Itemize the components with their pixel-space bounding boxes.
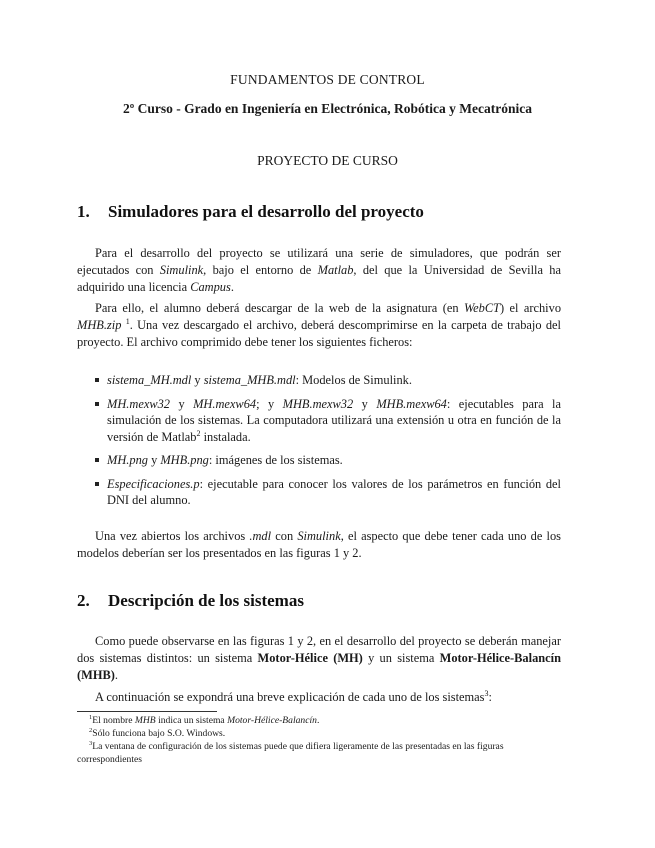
text: Para el desarrollo del proyecto se utilizará una serie de simuladores, que podrán ser ejecutados con <box>77 246 561 277</box>
project-title: PROYECTO DE CURSO <box>257 153 398 168</box>
section-1-paragraph-1 <box>77 245 561 296</box>
text: .mdl <box>249 529 272 543</box>
text: Sólo funciona bajo S.O. Windows. <box>92 728 226 739</box>
footnote-divider <box>77 711 217 712</box>
text: Para ello, el alumno deberá descargar de la web de la asignatura (en <box>95 301 464 315</box>
footnote-2 <box>77 727 561 740</box>
section-1-number: 1. <box>77 202 90 221</box>
text: MHB.mexw32 <box>282 396 354 411</box>
text: instalada. <box>200 429 251 444</box>
footnote-number: 2 <box>89 726 93 734</box>
text: El nombre <box>92 715 135 726</box>
text: indica un sistema <box>155 715 228 726</box>
text: . <box>316 715 320 726</box>
text: y un sistema <box>362 651 440 665</box>
text: Motor-Hélice-Balancín <box>227 715 317 726</box>
text: Motor-Hélice-Balancín (MHB) <box>77 651 561 682</box>
text: : Modelos de Simulink. <box>295 373 412 387</box>
section-2-title: Descripción de los sistemas <box>108 591 304 610</box>
section-2-paragraph-1 <box>77 633 561 684</box>
text: : <box>488 690 492 704</box>
text: : imágenes de los sistemas. <box>208 453 343 467</box>
text: Simulink <box>297 529 341 543</box>
degree-title <box>0 101 655 117</box>
section-2-number: 2. <box>77 591 90 610</box>
list-item <box>77 452 561 469</box>
footnote-number: 1 <box>89 713 93 721</box>
bullet-icon <box>95 482 99 486</box>
text: MHB.zip <box>77 318 122 332</box>
section-1-title: Simuladores para el desarrollo del proyecto <box>108 202 424 221</box>
text: La ventana de configuración de los sistemas puede que difiera ligeramente de las presentadas en las figuras correspondientes <box>77 741 504 765</box>
text: A continuación se expondrá una breve explicación de cada uno de los sistemas <box>95 690 485 704</box>
section-2-heading <box>77 591 304 611</box>
section-1-paragraph-2 <box>77 300 561 351</box>
text: Motor-Hélice (MH) <box>257 651 363 665</box>
course-title: FUNDAMENTOS DE CONTROL <box>230 72 425 87</box>
text: , el aspecto que debe tener cada uno de los modelos deberían ser los presentados en las figuras 1 y 2. <box>77 529 561 560</box>
text: y <box>191 373 204 387</box>
footnote-mark: 3 <box>484 688 489 698</box>
text: WebCT <box>463 301 500 315</box>
text: Como puede observarse en las figuras 1 y 2, en el desarrollo del proyecto se deberán manejar dos sistemas distintos: un sistema <box>77 634 561 665</box>
text: , bajo el entorno de <box>203 263 318 277</box>
text: . Una vez descargado el archivo, deberá descomprimirse en la carpeta de trabajo del proyecto. El archivo comprimido debe tener los siguientes ficheros: <box>77 318 561 349</box>
footnote-3 <box>77 740 561 766</box>
section-2-paragraph-2 <box>77 689 561 706</box>
text: y <box>169 396 194 411</box>
text: y <box>147 453 161 467</box>
text: y <box>353 396 377 411</box>
text: Una vez abiertos los archivos <box>95 529 250 543</box>
text: . <box>114 668 118 682</box>
section-1-paragraph-3 <box>77 528 561 562</box>
bullet-icon <box>95 378 99 382</box>
footnote-mark: 2 <box>196 428 201 438</box>
text: Simulink <box>159 263 204 277</box>
text: . <box>230 280 234 294</box>
text: con <box>271 529 298 543</box>
text: MH.mexw64 <box>193 396 257 411</box>
footnote-mark: 1 <box>125 316 130 326</box>
degree-text: 2º Curso - Grado en Ingeniería en Electrónica, Robótica y Mecatrónica <box>122 101 532 116</box>
list-item <box>77 396 561 446</box>
list-item <box>77 372 561 389</box>
footnote-1 <box>77 714 561 727</box>
text: Especificaciones.p <box>107 476 200 491</box>
text: Campus <box>190 280 231 294</box>
text: ) el archivo <box>499 301 562 315</box>
text: ; y <box>256 396 283 411</box>
bullet-icon <box>95 402 99 406</box>
text: MHB.mexw64 <box>376 396 447 411</box>
text: MH.png <box>107 453 148 467</box>
text: MH.mexw32 <box>107 396 170 411</box>
text: , del que la Universidad de Sevilla ha adquirido una licencia <box>77 263 561 294</box>
text: Matlab <box>317 263 354 277</box>
text: MHB <box>134 715 156 726</box>
text: sistema_MHB.mdl <box>203 373 296 387</box>
text: : ejecutable para conocer los valores de los parámetros en función del DNI del alumno. <box>107 476 561 507</box>
text: MHB.png <box>160 453 209 467</box>
footnotes <box>77 714 561 766</box>
section-1-heading <box>77 202 424 222</box>
footnote-number: 3 <box>89 739 93 747</box>
text: : ejecutables para la simulación de los sistemas. La computadora utilizará una extensión u otra en función de la versión de Matlab <box>107 396 561 444</box>
bullet-icon <box>95 458 99 462</box>
file-list <box>77 372 561 516</box>
list-item <box>77 476 561 509</box>
text: sistema_MH.mdl <box>107 373 192 387</box>
